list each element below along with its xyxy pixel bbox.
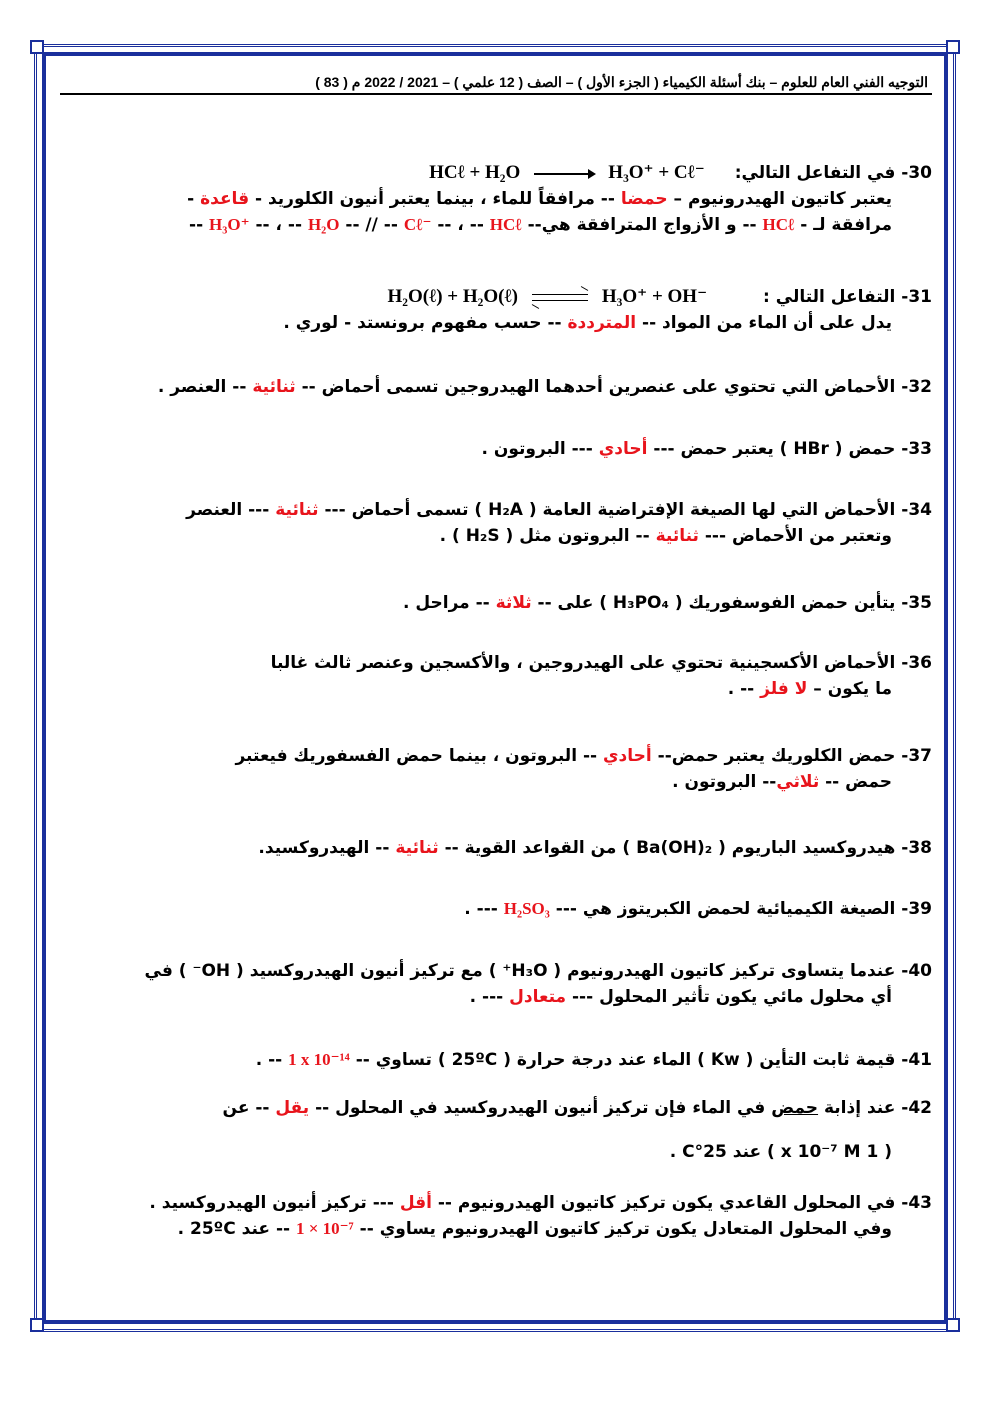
text-segment: في التفاعل التالي: — [728, 163, 902, 183]
text-segment: HCℓ + H₂O — [429, 162, 521, 183]
text-segment: ( 1 x 10⁻⁷ M ) عند 25°C . — [669, 1142, 892, 1162]
question-number: 37- — [901, 746, 932, 766]
text-segment — [60, 743, 932, 769]
answer: HCℓ — [762, 215, 795, 234]
question-38 — [60, 835, 932, 861]
text-segment: - — [187, 189, 201, 209]
question-35 — [60, 590, 932, 616]
answer: أحادي — [598, 439, 648, 459]
text-segment: قيمة ثابت التأين ( Kw ) الماء عند درجة حرارة ( 25ºC ) تساوي -- — [349, 1050, 902, 1070]
text-segment: --- تركيز أنيون الهيدروكسيد . — [149, 1193, 400, 1213]
text-segment — [581, 286, 588, 291]
question-31 — [60, 284, 932, 336]
text-segment: وفي المحلول المتعادل يكون تركيز كاتيون الهيدرونيوم يساوي -- — [353, 1219, 892, 1239]
text-segment: -- الهيدروكسيد. — [258, 838, 396, 858]
text-segment — [60, 186, 932, 212]
answer: H₂SO₃ — [503, 899, 550, 918]
answer: Cℓ⁻ — [403, 215, 432, 234]
text-segment: -- عند 25ºC . — [177, 1219, 296, 1239]
text-segment: ما يكون – — [807, 679, 892, 699]
text-segment: في الماء فإن تركيز أنيون الهيدروكسيد في المحلول -- — [309, 1098, 772, 1118]
question-number: 32- — [901, 377, 932, 397]
page-content — [60, 58, 932, 95]
text-segment: يتأين حمض الفوسفوريك ( H₃PO₄ ) على -- — [531, 593, 902, 613]
question-number: 35- — [901, 593, 932, 613]
answer: أحادي — [602, 746, 652, 766]
question-37 — [60, 743, 932, 795]
text-segment: التفاعل التالي : — [763, 287, 902, 307]
text-segment: يعتبر كاتيون الهيدرونيوم – — [667, 189, 892, 209]
question-number: 38- — [901, 838, 932, 858]
text-segment: -- العنصر . — [157, 377, 253, 397]
text-segment — [60, 958, 932, 984]
text-segment: أي محلول مائي يكون تأثير المحلول --- — [566, 987, 892, 1007]
text-segment: -- البروتون . — [672, 772, 777, 792]
text-segment — [60, 284, 932, 310]
text-segment: مرافقة لـ - — [794, 215, 892, 235]
question-number: 34- — [901, 500, 932, 520]
question-34 — [60, 497, 932, 549]
text-segment — [60, 523, 932, 549]
reaction-arrow-icon — [534, 173, 594, 175]
question-43 — [60, 1190, 932, 1242]
text-segment: -- ، -- — [249, 215, 308, 235]
reaction-equation — [429, 160, 705, 186]
text-segment — [60, 1190, 932, 1216]
text-segment — [60, 310, 932, 336]
text-segment: -- مرافقاً للماء ، بينما يعتبر أنيون الكلوريد - — [249, 189, 621, 209]
text-segment: H₃O⁺ + Cℓ⁻ — [608, 162, 705, 183]
text-segment — [60, 676, 932, 702]
text-segment: -- — [189, 215, 210, 235]
question-number: 39- — [901, 899, 932, 919]
answer: H₃O⁺ — [209, 215, 250, 234]
answer: يقل — [275, 1098, 310, 1118]
text-segment: حمض -- — [819, 772, 892, 792]
text-segment: في المحلول القاعدي يكون تركيز كاتيون الهيدرونيوم -- — [431, 1193, 902, 1213]
question-number: 43- — [901, 1193, 932, 1213]
question-number: 30- — [901, 163, 932, 183]
text-segment: --- . — [464, 899, 504, 919]
text-segment: هيدروكسيد الباريوم ( Ba(OH)₂ ) من القواعد القوية -- — [438, 838, 902, 858]
text-segment: -- . — [727, 679, 761, 699]
text-segment: حمض الكلوريك يعتبر حمض-- — [651, 746, 902, 766]
text-segment: -- عن — [222, 1098, 276, 1118]
reaction-equation — [388, 284, 708, 310]
text-segment: --- البروتون . — [481, 439, 599, 459]
text-segment: الأحماض التي لها الصيغة الإفتراضية العامة ( H₂A ) تسمى أحماض --- — [318, 500, 902, 520]
answer: HCℓ — [489, 215, 522, 234]
text-segment: عند إذابة — [818, 1098, 902, 1118]
text-segment — [60, 1095, 932, 1121]
text-segment: H₃O⁺ + OH⁻ — [601, 286, 708, 307]
answer: H₂O — [307, 215, 340, 234]
question-30 — [60, 160, 932, 238]
text-segment: -- البروتون مثل ( H₂S ) . — [439, 526, 656, 546]
text-segment — [60, 590, 932, 616]
answer: ثلاثي — [776, 772, 820, 792]
text-segment: -- و الأزواج المترافقة هي-- — [521, 215, 763, 235]
text-segment — [60, 835, 932, 861]
text-segment — [60, 769, 932, 795]
text-segment: -- . — [255, 1050, 289, 1070]
text-segment: -- حسب مفهوم برونستد - لوري . — [283, 313, 568, 333]
answer: ثنائية — [655, 526, 699, 546]
question-number: 40- — [901, 961, 932, 981]
answer: 1 x 10⁻¹⁴ — [288, 1050, 350, 1069]
text-segment — [60, 436, 932, 462]
question-32 — [60, 374, 932, 400]
question-42 — [60, 1095, 932, 1165]
question-39 — [60, 896, 932, 922]
text-segment: عندما يتساوى تركيز كاتيون الهيدرونيوم ( H₃O⁺ ) مع تركيز أنيون الهيدروكسيد ( OH⁻ ) في — [144, 961, 902, 981]
text-segment: الأحماض التي تحتوي على عنصرين أحدهما الهيدروجين تسمى أحماض -- — [295, 377, 902, 397]
text-segment — [60, 650, 932, 676]
answer: المترددة — [567, 313, 637, 333]
answer: قاعدة — [200, 189, 250, 209]
answer: ثنائية — [275, 500, 319, 520]
text-segment — [532, 304, 539, 309]
question-number: 36- — [901, 653, 932, 673]
answer: 1 × 10⁻⁷ — [295, 1219, 354, 1238]
answer: ثنائية — [252, 377, 296, 397]
text-segment — [60, 1216, 932, 1242]
text-segment: -- // -- — [339, 215, 404, 235]
question-number: 33- — [901, 439, 932, 459]
answer: حمضا — [620, 189, 668, 209]
equilibrium-arrow-icon — [532, 292, 588, 304]
text-segment: H₂O(ℓ) + H₂O(ℓ) — [387, 286, 518, 307]
question-number: 41- — [901, 1050, 932, 1070]
text-segment: يدل على أن الماء من المواد -- — [636, 313, 892, 333]
answer: متعادل — [509, 987, 567, 1007]
question-40 — [60, 958, 932, 1010]
text-segment: --- العنصر — [186, 500, 276, 520]
text-segment: الأحماض الأكسجينية تحتوي على الهيدروجين ، والأكسجين وعنصر ثالث غالبا — [270, 653, 902, 673]
question-33 — [60, 436, 932, 462]
text-segment: -- البروتون ، بينما حمض الفسفوريك فيعتبر — [235, 746, 603, 766]
text-segment — [60, 497, 932, 523]
text-segment: --- . — [469, 987, 510, 1007]
question-number: 42- — [901, 1098, 932, 1118]
text-segment — [60, 1047, 932, 1073]
text-segment: -- ، -- — [431, 215, 490, 235]
corner-ornament — [30, 1318, 44, 1332]
text-segment: -- مراحل . — [402, 593, 496, 613]
text-segment: حمض ( HBr ) يعتبر حمض --- — [647, 439, 902, 459]
corner-ornament — [946, 40, 960, 54]
text-segment: الصيغة الكيميائية لحمض الكبريتوز هي --- — [549, 899, 902, 919]
text-segment — [60, 896, 932, 922]
answer: أقل — [399, 1193, 432, 1213]
question-36 — [60, 650, 932, 702]
text-segment — [60, 984, 932, 1010]
text-segment — [60, 160, 932, 186]
corner-ornament — [946, 1318, 960, 1332]
text-segment — [60, 212, 932, 238]
answer: ثنائية — [395, 838, 439, 858]
question-41 — [60, 1047, 932, 1073]
page-header: التوجيه الفني العام للعلوم – بنك أسئلة الكيمياء ( الجزء الأول ) – الصف ( 12 علمي ) – 2021 / 2022 م ( 83 ) — [60, 58, 932, 95]
answer: ثلاثة — [495, 593, 532, 613]
corner-ornament — [30, 40, 44, 54]
question-number: 31- — [901, 287, 932, 307]
answer: لا فلز — [760, 679, 808, 699]
text-segment — [60, 374, 932, 400]
text-segment: حمض — [771, 1098, 819, 1118]
text-segment: وتعتبر من الأحماض --- — [698, 526, 892, 546]
